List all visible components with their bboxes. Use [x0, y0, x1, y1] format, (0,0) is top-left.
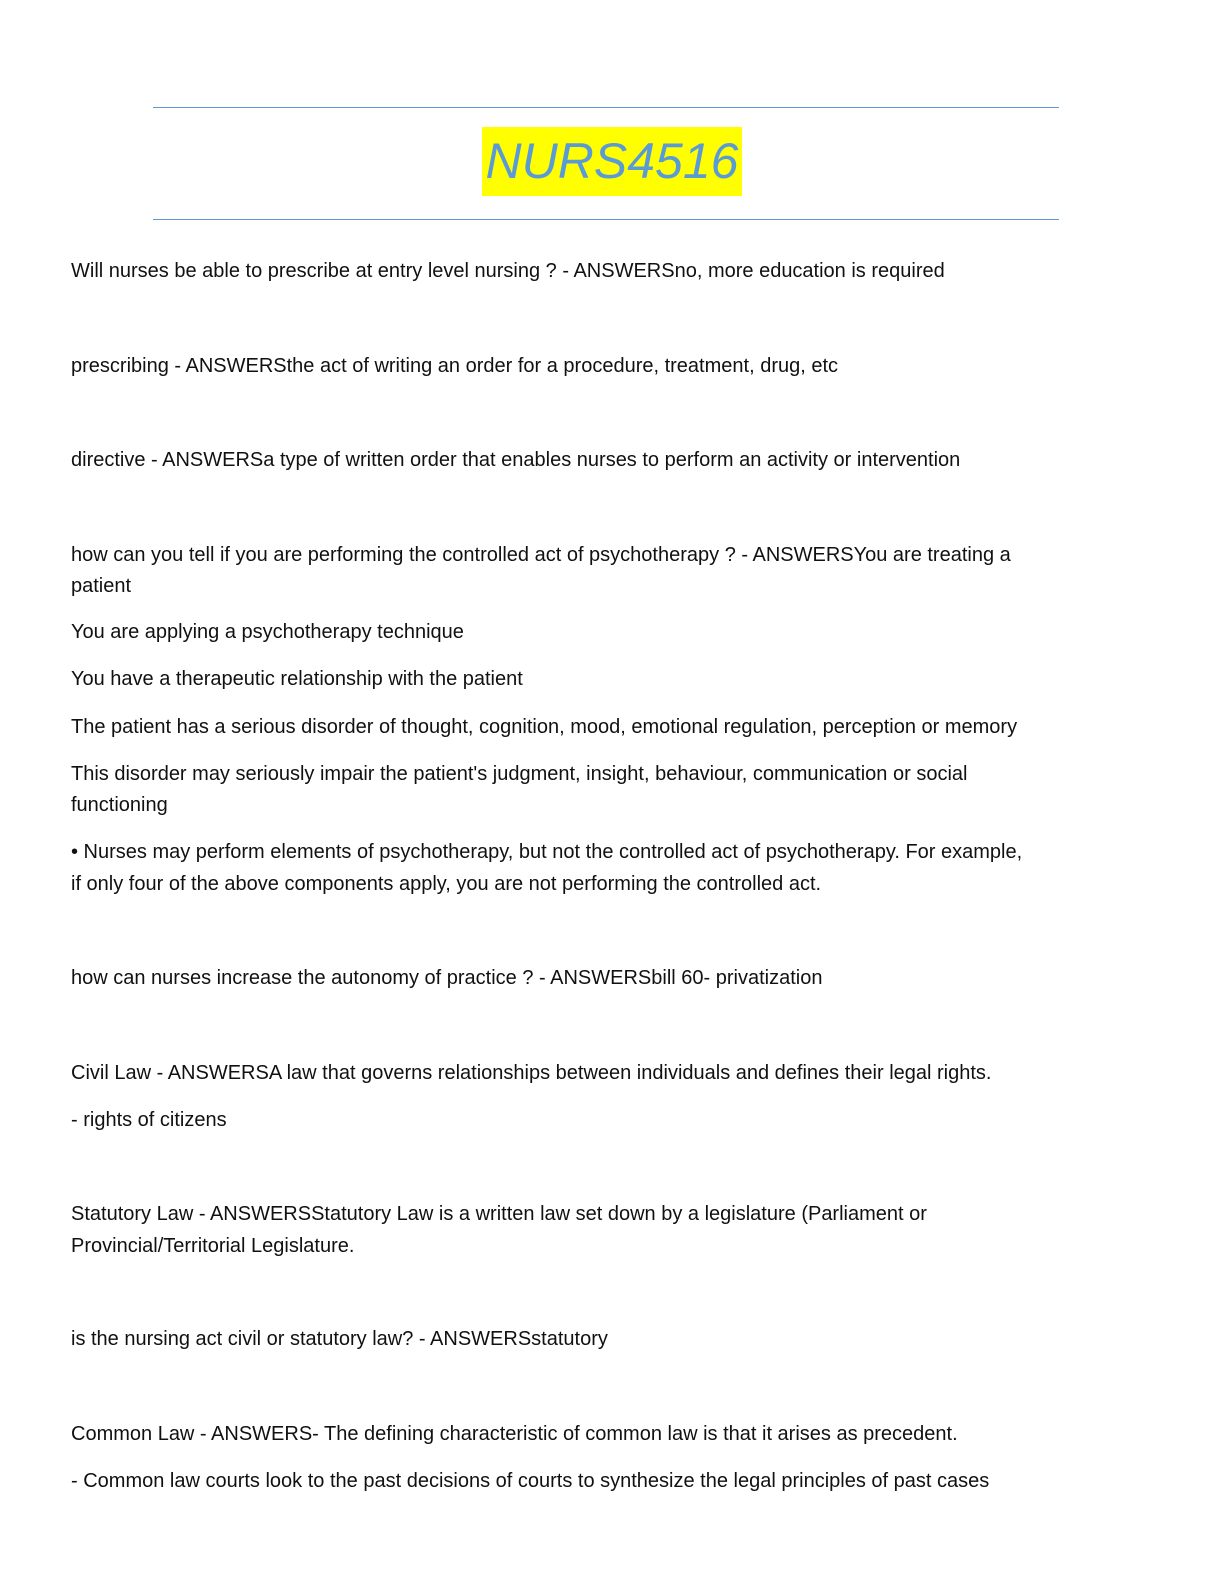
- text-line: Provincial/Territorial Legislature.: [71, 1235, 355, 1257]
- text-line: You are applying a psychotherapy technique: [71, 621, 464, 643]
- text-line: This disorder may seriously impair the patient's judgment, insight, behaviour, communication or social: [71, 763, 968, 785]
- text-line: You have a therapeutic relationship with the patient: [71, 668, 523, 690]
- text-line: how can nurses increase the autonomy of practice ? - ANSWERSbill 60- privatization: [71, 967, 823, 989]
- title-bottom-rule: [153, 219, 1059, 220]
- text-line: directive - ANSWERSa type of written order that enables nurses to perform an activity or intervention: [71, 449, 961, 471]
- text-line: how can you tell if you are performing the controlled act of psychotherapy ? - ANSWERSYou are treating a: [71, 544, 1011, 566]
- text-line: patient: [71, 575, 132, 597]
- text-line: prescribing - ANSWERSthe act of writing an order for a procedure, treatment, drug, etc: [71, 355, 839, 377]
- text-line: Common Law - ANSWERS- The defining characteristic of common law is that it arises as precedent.: [71, 1423, 958, 1445]
- text-line: Statutory Law - ANSWERSStatutory Law is a written law set down by a legislature (Parliament or: [71, 1203, 927, 1225]
- title-top-rule: [153, 107, 1059, 108]
- text-line: Will nurses be able to prescribe at entry level nursing ? - ANSWERSno, more education is required: [71, 260, 945, 282]
- title-wrapper: [0, 127, 1224, 196]
- text-line: - rights of citizens: [71, 1109, 227, 1131]
- text-line: - Common law courts look to the past decisions of courts to synthesize the legal principles of past cases: [71, 1470, 990, 1492]
- text-line: • Nurses may perform elements of psychotherapy, but not the controlled act of psychotherapy. For example,: [71, 841, 1023, 863]
- text-line: The patient has a serious disorder of thought, cognition, mood, emotional regulation, perception or memory: [71, 716, 1018, 738]
- text-line: if only four of the above components apply, you are not performing the controlled act.: [71, 873, 822, 895]
- document-title: NURS4516: [482, 127, 743, 196]
- text-line: is the nursing act civil or statutory law? - ANSWERSstatutory: [71, 1328, 608, 1350]
- text-line: Civil Law - ANSWERSA law that governs relationships between individuals and defines their legal rights.: [71, 1062, 992, 1084]
- text-line: functioning: [71, 794, 168, 816]
